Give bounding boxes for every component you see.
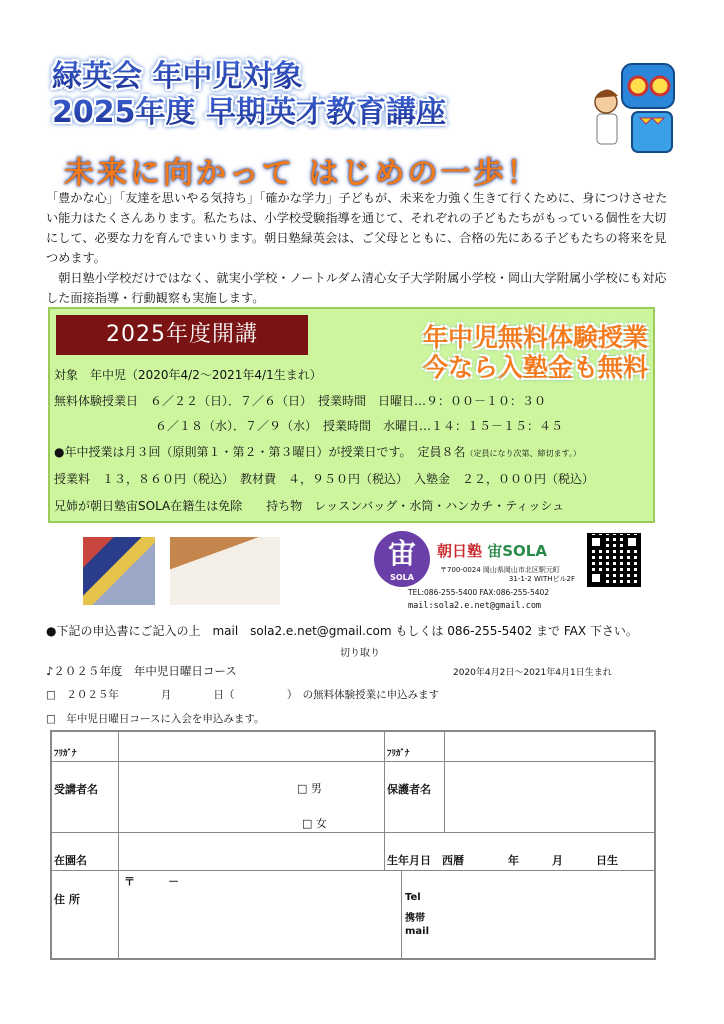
gender-female-checkbox[interactable]: □ 女 bbox=[302, 817, 327, 830]
course-fees: 授業料 １３，８６０円（税込） 教材費 ４，９５０円（税込） 入塾金 ２２，０００円（税込） bbox=[54, 472, 595, 486]
school-logo bbox=[374, 531, 430, 587]
school-name-field[interactable] bbox=[118, 832, 382, 868]
photo-puzzle bbox=[83, 537, 155, 605]
student-name-field[interactable] bbox=[118, 761, 288, 829]
intro-paragraph-1: 「豊かな心」「友達を思いやる気持ち」「確かな学力」子どもが、未来を力強く生きて行くために、身につけさせたい能力はたくさんあります。私たちは、小学校受験指導を通じて、それぞれの子どもたちがもっている個性を大切にして、必要な力を育んでまいります。朝日塾緑英会は、ご父母とともに、合格の先にある子どもたちの将来を見つめます。 bbox=[46, 191, 668, 265]
course-birth-range: 2020年4月2日～2021年4月1日生まれ bbox=[453, 668, 612, 678]
address-line-1: 〒700-0024 岡山県岡山市北区駅元町 bbox=[440, 566, 560, 574]
title-line-2: 2025年度 早期英才教育講座 bbox=[52, 95, 446, 130]
tel-fax: TEL:086-255-5400 FAX:086-255-5402 bbox=[408, 588, 550, 597]
address-field[interactable] bbox=[118, 890, 398, 958]
school-name-a: 朝日塾 bbox=[437, 542, 483, 560]
course-schedule bbox=[54, 443, 581, 460]
address-line-2: 31-1-2 WITHビル2F bbox=[508, 575, 575, 583]
school-address bbox=[440, 566, 575, 584]
promo-free-trial: 年中児無料体験授業 bbox=[422, 323, 648, 352]
checkbox-enroll[interactable]: □ 年中児日曜日コースに入会を申込みます。 bbox=[46, 713, 265, 725]
intro-paragraph-2: 朝日塾小学校だけではなく、就実小学校・ノートルダム清心女子大学附属小学校・岡山大学附属小学校にも対応した面接指導・行動観察も実施します。 bbox=[46, 271, 667, 305]
cut-line-label: 切り取り bbox=[340, 648, 380, 659]
course-banner: 2025年度開講 bbox=[56, 315, 308, 355]
contact-field[interactable] bbox=[440, 888, 652, 956]
apply-instruction: ●下記の申込書にご記入の上 mail sola2.e.net@gmail.com もしくは 086-255-5402 まで FAX 下さい。 bbox=[46, 624, 638, 638]
intro-text bbox=[46, 188, 676, 308]
school-name-b: 宙SOLA bbox=[487, 542, 547, 560]
furigana-guardian-field[interactable] bbox=[445, 732, 653, 758]
school-name-label: 在園名 bbox=[54, 854, 87, 867]
title-line-1: 緑英会 年中児対象 bbox=[52, 59, 303, 94]
furigana-guardian-label: ﾌﾘｶﾞﾅ bbox=[387, 749, 410, 759]
postal-code-field[interactable]: 〒 － bbox=[124, 875, 179, 888]
checkbox-trial[interactable]: □ ２０２５年 月 日（ ） の無料体験授業に申込みます bbox=[46, 689, 440, 701]
mail-label: mail bbox=[405, 926, 430, 937]
schedule-text: ●年中授業は月３回（原則第１・第２・第３曜日）が授業日です。 定員８名 bbox=[54, 445, 466, 459]
mascot-illustration bbox=[592, 52, 682, 162]
student-name-label: 受講者名 bbox=[54, 783, 98, 796]
furigana-student-label: ﾌﾘｶﾞﾅ bbox=[54, 749, 77, 759]
tel-label: Tel bbox=[405, 892, 421, 903]
furigana-student-field[interactable] bbox=[118, 732, 382, 758]
promo-free-enrollment: 今なら入塾金も無料 bbox=[422, 353, 648, 382]
schedule-note: （定員になり次第、締切ます。） bbox=[465, 449, 581, 458]
trial-wednesday: ６／１８（水）．７／９（水） 授業時間 水曜日…１４：１５－１５：４５ bbox=[155, 419, 564, 433]
birthdate-field[interactable]: 生年月日 西暦 年 月 日生 bbox=[387, 854, 618, 867]
course-title: ♪２０２５年度 年中児日曜日コース bbox=[46, 664, 237, 678]
qr-code bbox=[587, 533, 641, 587]
logo-mark: 宙 bbox=[387, 537, 416, 570]
guardian-name-field[interactable] bbox=[445, 761, 653, 829]
trial-sunday: 無料体験授業日 ６／２２（日）．７／６（日） 授業時間 日曜日…９：００－１０：３０ bbox=[54, 394, 547, 408]
address-label: 住 所 bbox=[54, 893, 80, 906]
guardian-name-label: 保護者名 bbox=[387, 783, 431, 796]
gender-male-checkbox[interactable]: □ 男 bbox=[297, 782, 322, 795]
slogan: 未来に向かって はじめの一歩！ bbox=[64, 156, 540, 191]
contact-email: mail:sola2.e.net@gmail.com bbox=[408, 601, 542, 611]
sibling-note: 兄姉が朝日塾宙SOLA在籍生は免除 持ち物 レッスンバッグ・水筒・ハンカチ・ティッシュ bbox=[54, 499, 565, 513]
school-name bbox=[437, 540, 547, 561]
photo-worksheet bbox=[170, 537, 280, 605]
logo-sub: SOLA bbox=[390, 573, 414, 582]
course-target: 対象 年中児（2020年4/2～2021年4/1生まれ） bbox=[54, 368, 322, 382]
mobile-label: 携帯 bbox=[405, 913, 425, 924]
